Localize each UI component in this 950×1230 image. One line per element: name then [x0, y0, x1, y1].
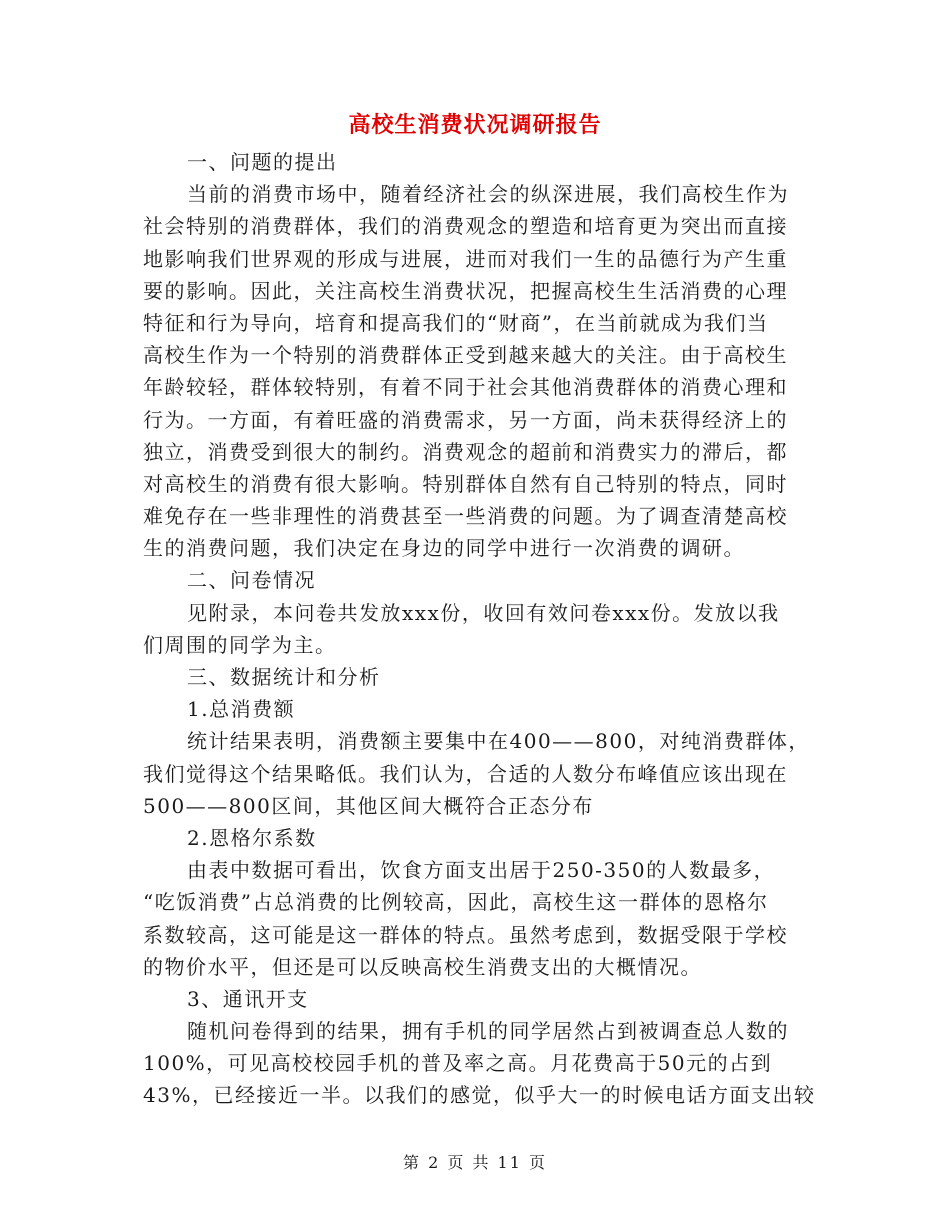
text-line: 一、问题的提出: [187, 150, 338, 174]
text-line: 2.恩格尔系数: [187, 825, 317, 850]
text-line: 43%，已经接近一半。以我们的感觉，似乎大一的时候电话方面支出较: [143, 1083, 816, 1108]
text-line: 系数较高，这可能是这一群体的特点。虽然考虑到，数据受限于学校: [143, 922, 788, 947]
text-line: 独立，消费受到很大的制约。消费观念的超前和消费实力的滞后，都: [143, 439, 788, 464]
text-line: 统计结果表明，消费额主要集中在400——800，对纯消费群体，: [187, 729, 810, 754]
text-line: 的物价水平，但还是可以反映高校生消费支出的大概情况。: [143, 954, 702, 979]
text-line: 随机问卷得到的结果，拥有手机的同学居然占到被调查总人数的: [187, 1019, 789, 1044]
text-line: 社会特别的消费群体，我们的消费观念的塑造和培育更为突出而直接: [143, 214, 788, 239]
text-line: 由表中数据可看出，饮食方面支出居于250-350的人数最多，: [187, 858, 776, 883]
text-line: 当前的消费市场中，随着经济社会的纵深进展，我们高校生作为: [187, 182, 789, 207]
text-line: 3、通讯开支: [187, 986, 309, 1011]
text-line: 500——800区间，其他区间大概符合正态分布: [143, 793, 594, 818]
document-body: [143, 146, 816, 1112]
page-number-footer: 第 2 页 共 11 页: [403, 1153, 547, 1172]
text-line: 们周围的同学为主。: [143, 632, 337, 657]
text-line: “吃饭消费”占总消费的比例较高，因此，高校生这一群体的恩格尔: [143, 890, 769, 915]
text-line: 100%，可见高校校园手机的普及率之高。月花费高于50元的占到: [143, 1051, 773, 1076]
text-line: 1.总消费额: [187, 697, 296, 722]
text-line: 二、问卷情况: [187, 568, 316, 593]
text-line: 难免存在一些非理性的消费甚至一些消费的问题。为了调查清楚高校: [143, 504, 788, 529]
text-line: 年龄较轻，群体较特别，有着不同于社会其他消费群体的消费心理和: [143, 375, 788, 400]
text-line: 高校生作为一个特别的消费群体正受到越来越大的关注。由于高校生: [143, 343, 788, 368]
text-line: 对高校生的消费有很大影响。特别群体自然有自己特别的特点，同时: [143, 471, 788, 496]
text-line: 要的影响。因此，关注高校生消费状况，把握高校生生活消费的心理: [143, 278, 788, 303]
text-line: 我们觉得这个结果略低。我们认为，合适的人数分布峰值应该出现在: [143, 761, 788, 786]
text-line: 生的消费问题，我们决定在身边的同学中进行一次消费的调研。: [143, 536, 745, 561]
text-line: 见附录，本问卷共发放xxx份，收回有效问卷xxx份。发放以我: [187, 600, 780, 625]
text-line: 三、数据统计和分析: [187, 665, 381, 689]
text-line: 地影响我们世界观的形成与进展，进而对我们一生的品德行为产生重: [143, 246, 788, 271]
text-line: 特征和行为导向，培育和提高我们的“财商”，在当前就成为我们当: [143, 310, 769, 335]
document-title: 高校生消费状况调研报告: [348, 112, 602, 138]
text-line: 行为。一方面，有着旺盛的消费需求，另一方面，尚未获得经济上的: [143, 407, 788, 432]
